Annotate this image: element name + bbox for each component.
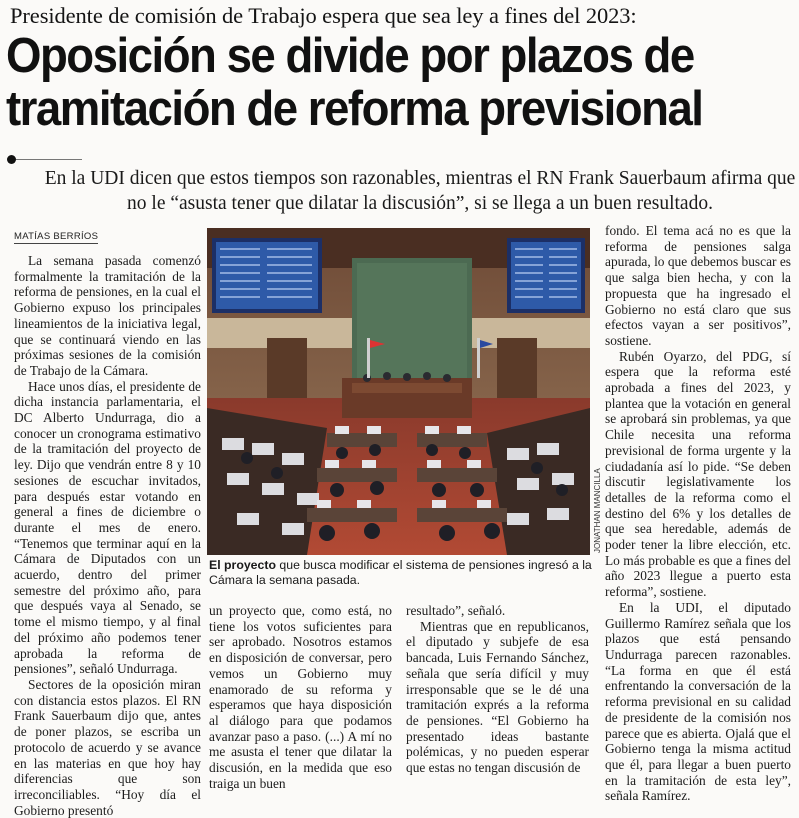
paragraph: La semana pasada comenzó formalmente la tramitación de la reforma de pensiones, en la cual el Gobierno expuso los principales lineamientos de la iniciativa legal, que se continuará viendo en las próximas sesiones de la comisión de Trabajo de la Cámara. <box>14 253 201 378</box>
article-headline: Oposición se divide por plazos de tramitación de reforma previsional <box>6 29 703 136</box>
headline-rule <box>16 159 82 160</box>
article-deck: En la UDI dicen que estos tiempos son razonables, mientras el RN Frank Sauerbaum afirma que no le “asusta tener que dilatar la discusión”, si se llega a un buen resultado. <box>44 168 796 214</box>
photo-credit: JONATHAN MANCILLA <box>593 468 602 553</box>
byline: MATÍAS BERRÍOS <box>14 231 99 242</box>
paragraph: fondo. El tema acá no es que la reforma de pensiones salga apurada, lo que debemos buscar es que salga bien hecha, y con la propuesta que ha ingresado el Gobierno no está claro que sus efectos vayan a ser positivos”, sostiene. <box>605 223 791 348</box>
text-column-4 <box>605 223 791 804</box>
photo-caption <box>209 558 592 588</box>
paragraph: Rubén Oyarzo, del PDG, sí espera que la reforma esté aprobada a fines del 2023, y plantea que la votación en general se aprobará sin problemas, ya que Chile necesita una reforma previsional de forma urgente y la ciudadanía así lo pide. “Se deben discutir legislativamente los detalles de la reforma como el destino del 6% y los detalles de que sea heredable, además de poder tener la libre elección, etc. Lo más probable es que a fines del año 2023 llegue a puerto esta reforma”, sostiene. <box>605 348 791 600</box>
text-column-3 <box>406 603 589 776</box>
text-column-1 <box>14 253 201 818</box>
paragraph: un proyecto que, como está, no tiene los votos suficientes para ser aprobado. Nosotros estamos en disposición de conversar, pero vemos un Gobierno muy enamorado de su reforma y esperamos que haya disposición al diálogo para que podamos avanzar paso a paso. (...) A mí no me asusta el tener que dilatar la discusión, en la medida que eso traiga un buen <box>209 603 392 791</box>
caption-lead: El proyecto <box>209 558 276 572</box>
caption-text: que busca modificar el sistema de pensiones ingresó a la Cámara la semana pasada. <box>209 558 592 587</box>
text-column-2 <box>209 603 392 791</box>
paragraph: En la UDI, el diputado Guillermo Ramírez señala que los plazos que está pensando Undurraga parecen razonables. “La forma en que él está enfrentando la conversación de la reforma previsional en su calidad de presidente de la comisión nos parece que es abierta. Ojalá que el Gobierno tenga la misma actitud que él, para llegar a buen puerto en la tramitación de esta ley”, señala Ramírez. <box>605 599 791 804</box>
article-kicker: Presidente de comisión de Trabajo espera que sea ley a fines del 2023: <box>10 3 637 28</box>
chamber-photo <box>207 228 590 555</box>
paragraph: resultado”, señaló. <box>406 603 506 618</box>
paragraph: Sectores de la oposición miran con distancia estos plazos. El RN Frank Sauerbaum dijo que, antes de poner plazos, se escriba un protocolo de acuerdo y se avance en las materias en que hoy hay diferencias que son irreconciliables. “Hoy día el Gobierno presentó <box>14 676 201 818</box>
paragraph: Mientras que en republicanos, el diputado y subjefe de esa bancada, Luis Fernando Sánchez, señala que sería difícil y muy irresponsable que se le dé una tramitación exprés a la reforma de pensiones. “El Gobierno ha presentado ideas bastante polémicas, y no pueden esperar que estas no tengan discusión de <box>406 618 589 776</box>
headline-rule-dot <box>7 155 16 164</box>
chamber-photo-illustration <box>207 228 590 555</box>
paragraph: Hace unos días, el presidente de dicha instancia parlamentaria, el DC Alberto Undurraga, dio a conocer un cronograma estimativo de la tramitación del proyecto de ley. Dijo que vendrán entre 8 y 10 sesiones de escuchar invitados, para después estar votando en general a fines de diciembre o durante el mes de enero. “Tenemos que terminar aquí en la Cámara de Diputados con un acuerdo, dentro del primer semestre del próximo año, para que después vaya al Senado, se tome el mismo tiempo, y al final del próximo año podemos tener aprobada la reforma de pensiones”, señaló Undurraga. <box>14 378 201 677</box>
